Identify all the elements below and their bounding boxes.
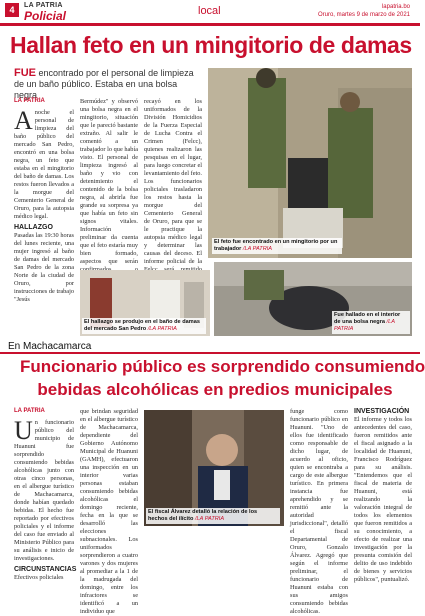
story2-column-2 <box>80 408 138 615</box>
story2-tagline: En Machacamarca <box>8 341 92 352</box>
caption-bag-text: Fue hallado en el interior de una bolsa negra <box>334 312 401 325</box>
story1-col1-text-b: Pasadas las 19:30 horas del lunes reciente, una mujer ingresó al baño de damas del mercado San Pedro de la zona Norte de la ciudad de Oruro, por instrucciones de trabajo "Jesús <box>14 232 74 303</box>
photo-police-bathroom <box>208 68 412 258</box>
story2-column-3 <box>290 408 348 615</box>
caption-right-text: El feto fue encontrado en un mingitorio por un trabajador <box>214 239 338 252</box>
caption-mid-text: El hallazgo se produjo en el baño de damas del mercado San Pedro <box>84 319 200 332</box>
story2-rule <box>0 352 420 354</box>
story1-byline: LA PATRIA <box>14 98 45 104</box>
deck-lead: FUE <box>14 67 36 79</box>
story2-headline-line1: Funcionario público es sorprendido consumiendo <box>20 357 425 376</box>
story2-col1-text-b: Efectivos policiales <box>14 574 64 581</box>
story1-deck <box>14 68 200 101</box>
caption-bag-credit: /LA PATRIA <box>334 319 395 332</box>
header-rule <box>0 23 420 26</box>
story1-column-2 <box>80 98 138 268</box>
story1-col3-text: recayó en los uniformados de la División Homicidios de la Fuerza Especial de Lucha Contra el Crimen (Felcc), quienes realizaron las pesquisas en el lugar, para luego concretar el levantamiento del feto. Los funcionarios policiales trasladaron los restos hasta la morgue del Cementerio General de Oruro, para que se le practique la autopsia médico legal y determinar las causas del deceso. El informe policial de la <box>144 98 202 265</box>
story2-column-4 <box>354 408 412 583</box>
photo-fiscal <box>144 410 284 526</box>
caption-mid-credit: /LA PATRIA <box>147 326 177 332</box>
brand-top: LA PATRIA <box>24 2 63 9</box>
page-header <box>0 0 420 27</box>
drop-cap: A <box>14 106 33 135</box>
story2-drop-cap: U <box>14 416 33 445</box>
caption-bag-photo <box>332 311 410 334</box>
story1-column-1 <box>14 98 74 334</box>
story1-col1-text: noche el personal de limpieza del baño público del mercado San Pedro, encontró en una bolsa negra, un feto que estaba en el mingitorio del baño de damas. Los restos fueron llevados a la morgue del Cementerio General de Oruro, para la autopsia médico legal. <box>14 109 74 220</box>
site-url: lapatria.bo <box>381 4 410 10</box>
story2-col1-text: n funcionario público del municipio de Huanuni fue sorprendido consumiendo bebidas alcohólicas junto con otras cinco personas, en el albergue turístico de Machacamarca, donde habían quedado bebidas. El hecho fue reportado por efectivos policiales y el informe del caso fue enviado al Ministerio Público para su análisis e inicio de investigaciones. <box>14 419 74 562</box>
edition-date: Oruro, martes 9 de marzo de 2021 <box>317 12 410 18</box>
story1-headline: Hallan feto en un mingitorio de damas <box>10 32 412 58</box>
photo-police-illustration <box>208 68 412 258</box>
caption-right-credit: /LA PATRIA <box>242 246 273 252</box>
brand-section: Policial <box>24 9 67 23</box>
page-number: 4 <box>5 3 19 17</box>
caption-fiscal-photo <box>146 508 280 524</box>
caption-fiscal-text: El fiscal Álvarez detalló la relación de los hechos del ilícito <box>148 509 258 522</box>
story2-col3-text: funge como funcionario público en Huanuni. "Uno de ellos fue identificado como responsable de dicho lugar, de acuerdo al oficio, quien se encontraba a cargo de este albergue turístico. En primera instancia fue aprehendido y se remitió ante la autoridad jurisdiccional", detalló el fiscal Departamental de Oruro, Gonzalo Álvarez. Agregó que según el informe preliminar, el funcionario de Huanuni estaba con sus amigos consumiendo bebidas alcohólicas. <box>290 408 348 615</box>
story1-column-3 <box>144 98 202 268</box>
story1-col2-text: Bermúdez" y observó una bolsa negra en el mingitorio, situación que le pareció bastante extraño. Al salir le comentó a un trabajador lo que había visto. El personal de limpieza ingresó al baño y vio con detenimiento el contenido de la bolsa negra, al abrirla fue grande su sorpresa ya que había un feto sin signos vitales. Información preliminar da cuenta que el feto estaría muy bien formado, aspectos que serán <box>80 98 138 265</box>
deck-text: encontrado por el personal de limpieza de un baño público. Estaba en una bolsa negra <box>14 68 194 100</box>
story2-col4-text: El informe y todos los antecedentes del caso, fueron remitidos ante el fiscal asignado a la localidad de Huanuni, Francisco Rodríguez para su análisis. "Entendemos que el fiscal de materia de Huanuni, está realizando la valoración integral de todos los elementos que fueron remitidos a su conocimiento, a efecto de realizar una investigación por la presunta comisión del delito de uso indebido de bienes y servicios públicos", puntualizó. <box>354 416 412 583</box>
caption-mid-photo <box>82 318 206 334</box>
section-label: local <box>198 5 221 17</box>
caption-fiscal-credit: /LA PATRIA <box>194 516 225 522</box>
subhead-investigacion: INVESTIGACIÓN <box>354 408 410 415</box>
story2-byline: LA PATRIA <box>14 408 45 414</box>
subhead-hallazgo: HALLAZGO <box>14 224 53 231</box>
photo-black-bag <box>214 262 412 336</box>
story2-column-1 <box>14 408 77 581</box>
subhead-circunstancias: CIRCUNSTANCIAS <box>14 566 77 573</box>
photo-bathroom-interior <box>80 270 210 336</box>
story2-col2-text: que brindan seguridad en el albergue turístico de Machacamarca, dependiente del Gobierno Autónomo Municipal de Huanuni (GAMH), efectuaron una inspección en un interior varias personas estaban consumiendo bebidas alcohólicas el domingo reciente, fecha en la que se desarrolló las elecciones subnacionales. Los uniformados sorprendieron a cuatro varones y dos mujeres al promediar a la 1 de la madrugada del domingo, entre los infractores se identificó a un individuo que <box>80 408 138 615</box>
story2-headline-line2: bebidas alcohólicas en predios municipales <box>37 380 393 399</box>
caption-right-photo <box>212 238 342 254</box>
